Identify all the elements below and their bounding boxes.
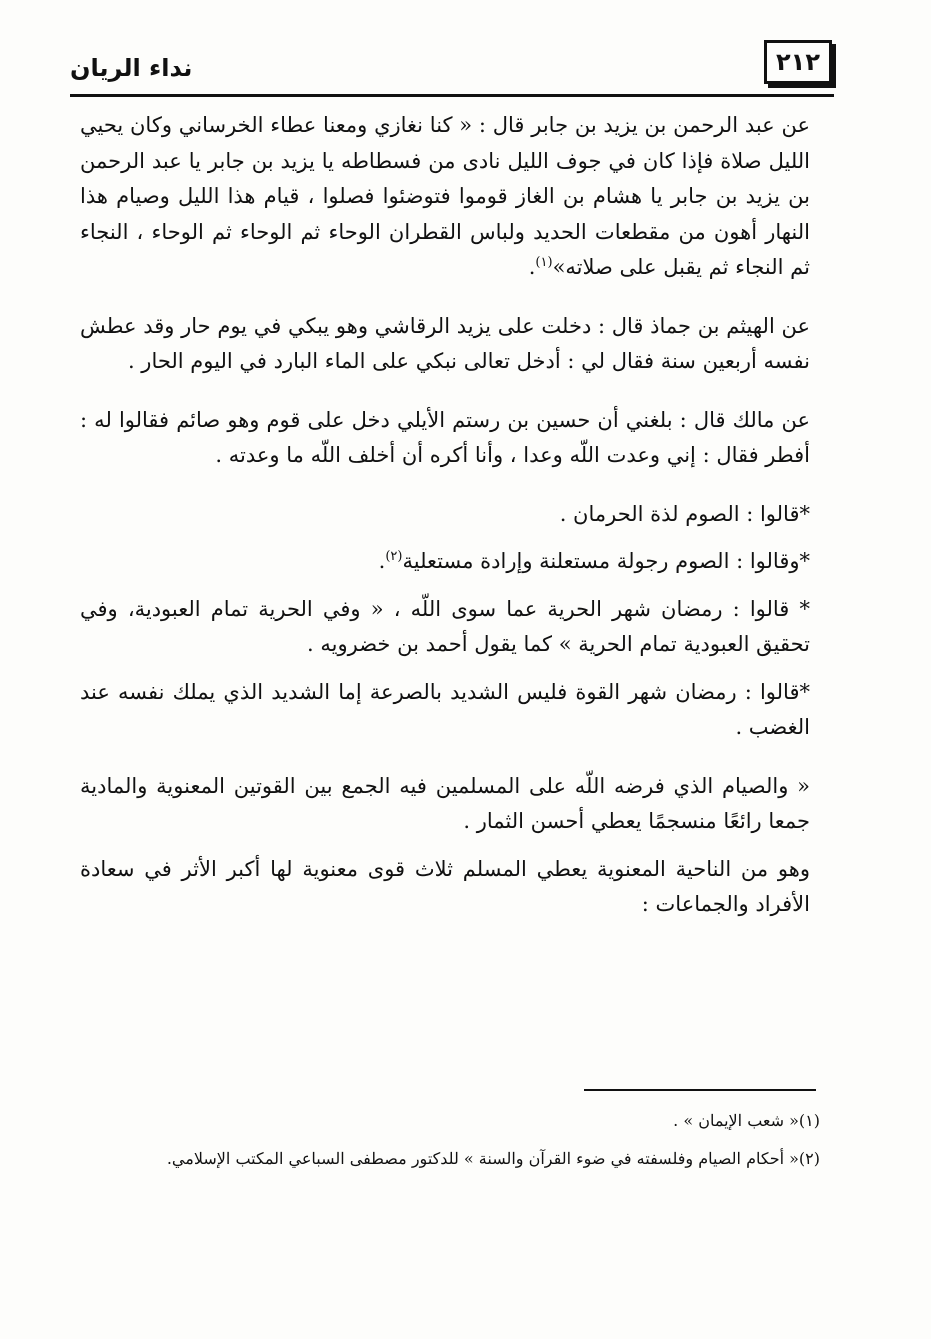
saying-manhood bbox=[80, 544, 810, 580]
saying-end: . bbox=[378, 549, 386, 573]
footnote-rule bbox=[584, 1089, 816, 1091]
running-header bbox=[70, 38, 832, 98]
footnote-ref-1: (١) bbox=[535, 255, 553, 270]
paragraph-malik: عن مالك قال : بلغني أن حسين بن رستم الأيلي دخل على قوم وهو صائم فقالوا له : أفطر فقال : إني وعدت اللّه وعدا ، وأنا أكره أن أخلف اللّه ما وعدته . bbox=[80, 407, 810, 467]
footnote-ref-2: (٢) bbox=[385, 549, 403, 564]
saying-freedom: * قالوا : رمضان شهر الحرية عما سوى اللّه ، « وفي الحرية تمام العبودية، وفي تحقيق العبودية تمام الحرية » كما يقول أحمد بن خضرويه . bbox=[80, 596, 810, 656]
paragraph-text: عن عبد الرحمن بن يزيد بن جابر قال : « كنا نغازي ومعنا عطاء الخرساني وكان يحيي الليل صلاة فإذا كان في جوف الليل نادى من فسطاطه يا يزيد بن جابر يا عبد الرحمن بن يزيد بن جابر يا هشام بن الغاز قوموا فتوضئوا فصلوا ، قيام هذا الليل وصيام هذا النهار أهون من مقطعات الحديد ولباس القطران الوحاء ثم الوحاء ثم الوحاء ، النجاء ثم النجاء ثم يقبل على صلاته» bbox=[80, 113, 810, 279]
paragraph-moral-forces: وهو من الناحية المعنوية يعطي المسلم ثلاث قوى معنوية لها أكبر الأثر في سعادة الأفراد والجماعات : bbox=[80, 856, 810, 916]
footnotes bbox=[90, 1106, 820, 1182]
footnote-1: (١)« شعب الإيمان » . bbox=[673, 1111, 820, 1130]
paragraph-raqashi: عن الهيثم بن جماذ قال : دخلت على يزيد الرقاشي وهو يبكي في يوم حار وقد عطش نفسه أربعين سنة فقال لي : أدخل تعالى نبكي على الماء البارد في اليوم الحار . bbox=[80, 313, 810, 373]
header-rule bbox=[70, 94, 834, 97]
page-number: ٢١٢ bbox=[764, 40, 832, 84]
book-title: نداء الريان bbox=[70, 54, 193, 82]
paragraph-ata-narration bbox=[80, 108, 810, 286]
saying-deprivation: *قالوا : الصوم لذة الحرمان . bbox=[559, 501, 810, 526]
paragraph-end: . bbox=[528, 255, 536, 279]
paragraph-fasting-forces: « والصيام الذي فرضه اللّه على المسلمين فيه الجمع بين القوتين المعنوية والمادية جمعا رائعًا منسجمًا يعطي أحسن الثمار . bbox=[80, 773, 810, 833]
footnote-2: (٢)« أحكام الصيام وفلسفته في ضوء القرآن والسنة » للدكتور مصطفى السباعي المكتب الإسلامي. bbox=[166, 1149, 820, 1168]
main-text bbox=[80, 108, 810, 923]
saying-text: *وقالوا : الصوم رجولة مستعلنة وإرادة مستعلية bbox=[402, 549, 810, 573]
saying-strength: *قالوا : رمضان شهر القوة فليس الشديد بالصرعة إما الشديد الذي يملك نفسه عند الغضب . bbox=[80, 679, 810, 739]
